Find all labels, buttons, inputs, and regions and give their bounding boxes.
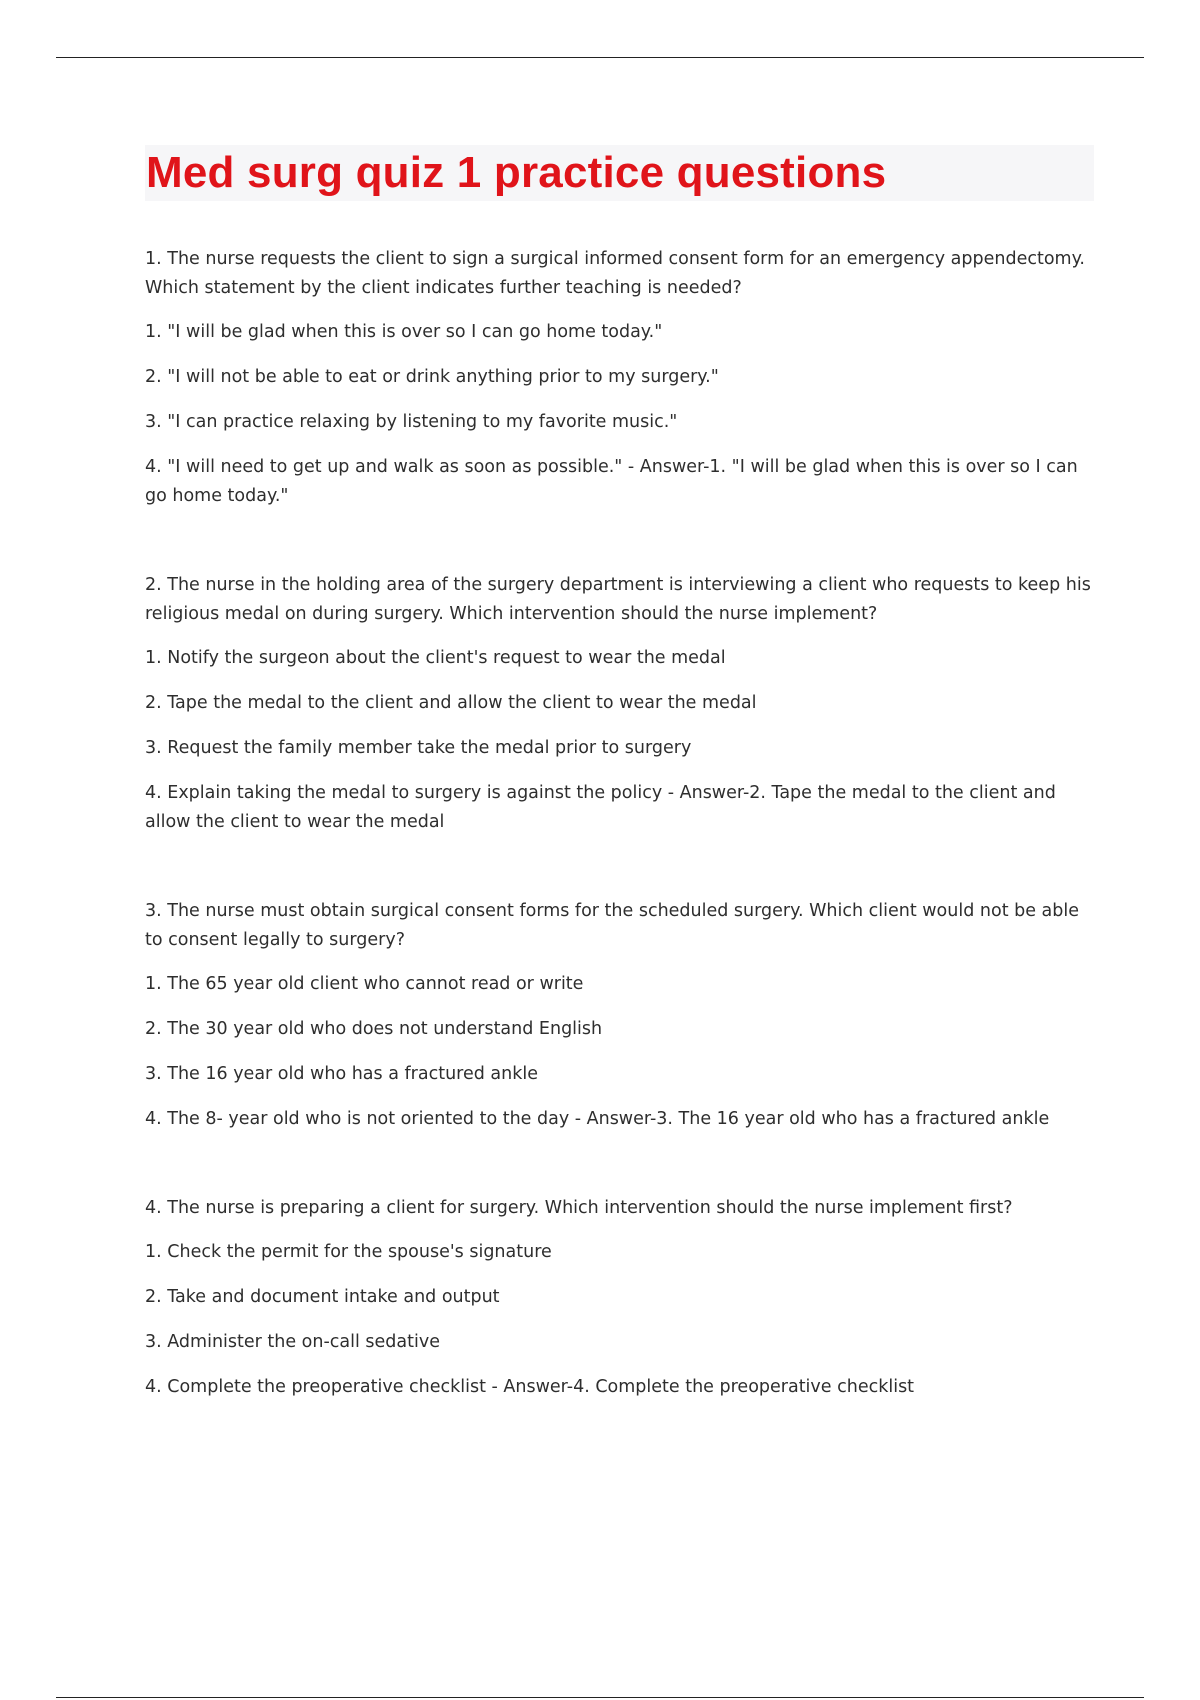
question-1 [145,245,1095,511]
question-stem: 2. The nurse in the holding area of the surgery department is interviewing a client who requests to keep his religious medal on during surgery. Which intervention should the nurse implement? [145,575,1091,624]
bottom-rule [56,1697,1144,1698]
question-2 [145,571,1095,837]
answer-option: 1. Check the permit for the spouse's signature [145,1242,552,1262]
answer-option-with-key: 4. Complete the preoperative checklist - Answer-4. Complete the preoperative checklist [145,1377,915,1397]
answer-option-with-key: 4. Explain taking the medal to surgery is against the policy - Answer-2. Tape the medal to the client and allow the client to wear the medal [145,783,1056,832]
page-content [145,145,1095,1402]
answer-option: 2. "I will not be able to eat or drink anything prior to my surgery." [145,367,719,387]
answer-option-with-key: 4. "I will need to get up and walk as soon as possible." - Answer-1. "I will be glad when this is over so I can go home today." [145,457,1078,506]
answer-option: 3. "I can practice relaxing by listening to my favorite music." [145,412,678,432]
question-stem: 4. The nurse is preparing a client for surgery. Which intervention should the nurse implement first? [145,1198,1013,1218]
answer-option: 1. "I will be glad when this is over so I can go home today." [145,322,663,342]
answer-option: 2. The 30 year old who does not understand English [145,1019,603,1039]
question-stem: 3. The nurse must obtain surgical consent forms for the scheduled surgery. Which client would not be able to consent legally to surgery? [145,901,1080,950]
page-title: Med surg quiz 1 practice questions [146,148,887,197]
answer-option: 3. Request the family member take the medal prior to surgery [145,738,692,758]
answer-option: 1. The 65 year old client who cannot read or write [145,974,584,994]
answer-option: 3. The 16 year old who has a fractured ankle [145,1064,538,1084]
answer-option: 3. Administer the on-call sedative [145,1332,440,1352]
question-list [145,245,1095,1402]
top-rule [56,57,1144,58]
question-3 [145,897,1095,1134]
question-4 [145,1194,1095,1402]
title-band [145,145,1094,201]
question-stem: 1. The nurse requests the client to sign a surgical informed consent form for an emergency appendectomy. Which statement by the client indicates further teaching is needed? [145,249,1085,298]
answer-option: 1. Notify the surgeon about the client's request to wear the medal [145,648,726,668]
answer-option: 2. Take and document intake and output [145,1287,500,1307]
answer-option: 2. Tape the medal to the client and allow the client to wear the medal [145,693,757,713]
answer-option-with-key: 4. The 8- year old who is not oriented to the day - Answer-3. The 16 year old who has a fractured ankle [145,1109,1050,1129]
